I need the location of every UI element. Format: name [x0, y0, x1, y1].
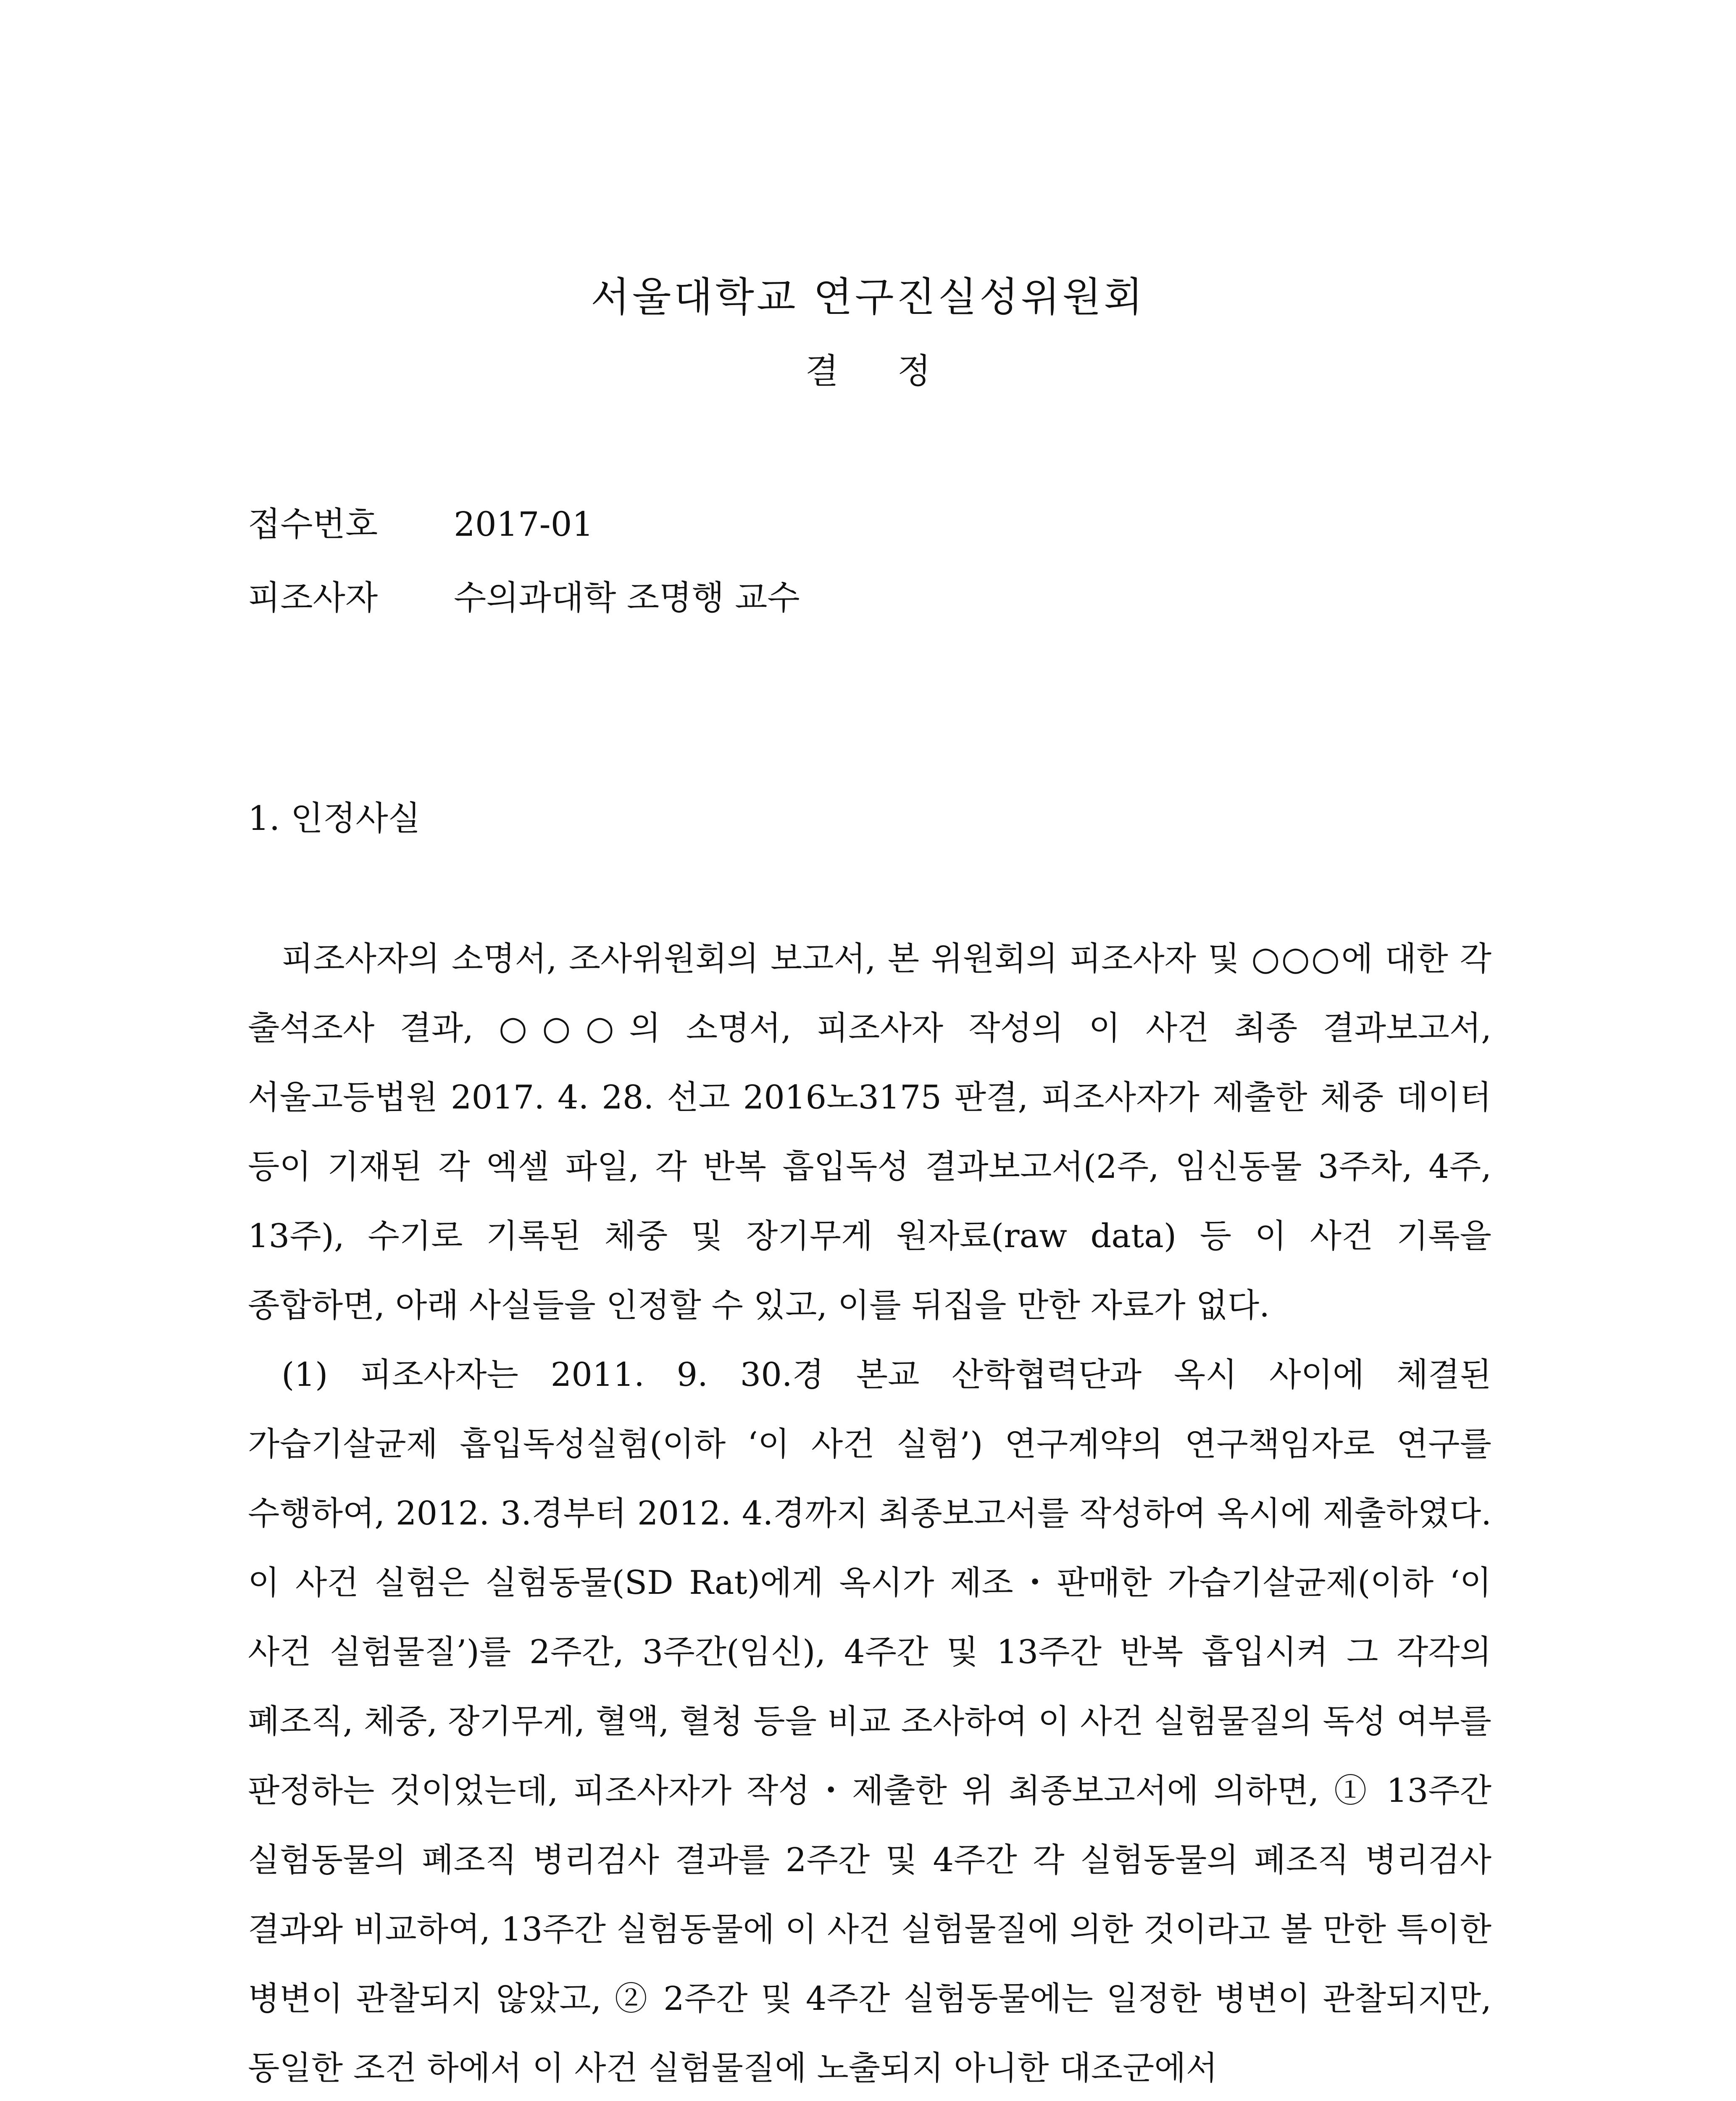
- subtitle-char-1: 결: [805, 351, 839, 391]
- document-title: 서울대학교 연구진실성위원회: [590, 274, 1146, 321]
- paragraph-1: 피조사자의 소명서, 조사위원회의 보고서, 본 위원회의 피조사자 및 ○○○에 대한 각 출석조사 결과, ○○○의 소명서, 피조사자 작성의 이 사건 최종 결과보고서, 서울고등법원 2017. 4. 28. 선고 2016노3175 판결, 피조사자가 제출한 체중 데이터 등이 기재된 각 엑셀 파일, 각 반복 흡입독성 결과보고서(2주, 임신동물 3주차, 4주, 13주), 수기로 기록된 체중 및 장기무게 원자료(raw data) 등 이 사건 기록을 종합하면, 아래 사실들을 인정할 수 있고, 이를 뒤집을 만한 자료가 없다.: [248, 940, 1491, 1324]
- case-number-value: 2017-01: [454, 505, 594, 544]
- document-subtitle: [0, 351, 1736, 392]
- respondent-label: 피조사자: [248, 578, 378, 617]
- paragraph-2: (1) 피조사자는 2011. 9. 30.경 본교 산학협력단과 옥시 사이에 체결된 가습기살균제 흡입독성실험(이하 ‘이 사건 실험’) 연구계약의 연구책임자로 연구를 수행하여, 2012. 3.경부터 2012. 4.경까지 최종보고서를 작성하여 옥시에 제출하였다. 이 사건 실험은 실험동물(SD Rat)에게 옥시가 제조・판매한 가습기살균제(이하 ‘이 사건 실험물질’)를 2주간, 3주간(임신), 4주간 및 13주간 반복 흡입시켜 그 각각의 폐조직, 체중, 장기무게, 혈액, 혈청 등을 비교 조사하여 이 사건 실험물질의 독성 여부를 판정하는 것이었는데, 피조사자가 작성・제출한 위 최종보고서에 의하면, ① 13주간 실험동물의 폐조직 병리검사 결과를 2주간 및 4주간 각 실험동물의 폐조직 병리검사 결과와 비교하여, 13주간 실험동물에 이 사건 실험물질에 의한 것이라고 볼 만한 특이한 병변이 관찰되지 않았고, ② 2주간 및 4주간 실험동물에는 일정한 병변이 관찰되지만, 동일한 조건 하에서 이 사건 실험물질에 노출되지 아니한 대조군에서: [248, 1356, 1491, 2087]
- respondent-row: [248, 578, 800, 618]
- body-text: [248, 924, 1491, 2101]
- subtitle-char-2: 정: [897, 351, 931, 391]
- case-number-label: 접수번호: [248, 505, 378, 544]
- respondent-value: 수의과대학 조명행 교수: [454, 578, 800, 617]
- section-heading: 1. 인정사실: [248, 799, 421, 838]
- case-number-row: [248, 504, 593, 545]
